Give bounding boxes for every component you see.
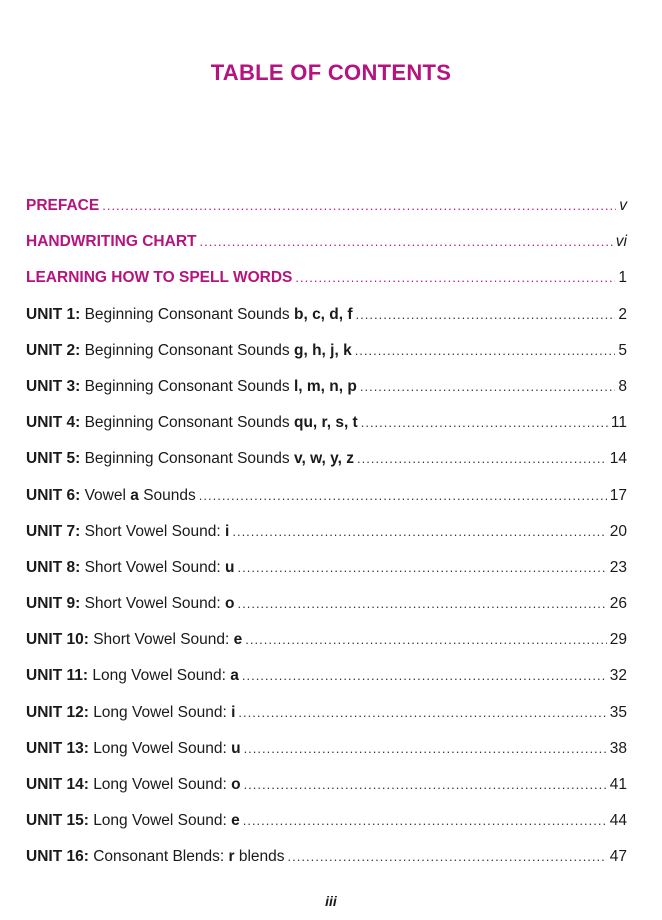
toc-page-number: 32	[609, 667, 627, 685]
unit-topic: Short Vowel Sound:	[84, 522, 221, 540]
unit-number: UNIT 15:	[26, 812, 89, 830]
toc-entry-label: HANDWRITING CHART	[26, 233, 197, 251]
toc-entry-label	[26, 812, 240, 830]
toc-page-number: 23	[609, 558, 627, 576]
unit-topic: Long Vowel Sound:	[93, 776, 227, 793]
unit-number: UNIT 7:	[26, 522, 81, 540]
unit-number: UNIT 1:	[26, 305, 81, 323]
unit-letters: i	[225, 522, 230, 540]
unit-topic: Long Vowel Sound:	[92, 667, 226, 685]
dot-leader	[295, 270, 615, 285]
unit-number: UNIT 13:	[26, 739, 89, 757]
unit-topic: Beginning Consonant Sounds	[84, 377, 290, 395]
page-folio: iii	[325, 893, 337, 909]
unit-letters: l, m, n, p	[293, 377, 357, 395]
unit-letters: g, h, j, k	[293, 341, 352, 359]
unit-number: UNIT 5:	[26, 450, 81, 468]
toc-page-number: 20	[609, 522, 627, 540]
unit-topic-suffix: Sounds	[143, 486, 196, 504]
unit-number: UNIT 4:	[26, 414, 81, 432]
unit-number: UNIT 8:	[26, 558, 81, 576]
unit-number: UNIT 9:	[26, 595, 81, 613]
unit-topic-suffix: blends	[238, 848, 285, 866]
dot-leader	[232, 524, 606, 539]
unit-number: UNIT 14:	[26, 776, 89, 793]
dot-leader	[361, 415, 608, 430]
toc-entry-label	[26, 631, 242, 649]
toc-page-number: 44	[609, 812, 627, 830]
unit-letters: u	[225, 558, 235, 576]
toc-entry-unit-13[interactable]	[26, 740, 627, 776]
toc-page-number: 11	[610, 414, 627, 432]
toc-entry-unit-6[interactable]	[26, 487, 627, 523]
toc-entry-label	[26, 414, 358, 432]
toc-entry-handwriting-chart[interactable]	[26, 233, 627, 269]
dot-leader	[355, 343, 616, 358]
dot-leader	[243, 813, 607, 828]
dot-leader	[360, 379, 616, 394]
page-title: TABLE OF CONTENTS	[210, 60, 452, 85]
unit-letters: a	[130, 486, 139, 504]
unit-number: UNIT 11:	[26, 667, 89, 685]
toc-entry-preface[interactable]	[26, 197, 627, 233]
toc-entry-label	[26, 704, 235, 722]
unit-topic: Beginning Consonant Sounds	[84, 341, 290, 359]
toc-entry-label	[26, 559, 235, 577]
toc-entry-label: PREFACE	[26, 197, 100, 214]
unit-number: UNIT 6:	[26, 486, 81, 504]
toc-page-number: 35	[609, 703, 627, 721]
dot-leader	[102, 198, 616, 213]
unit-number: UNIT 12:	[26, 703, 89, 721]
unit-letters: v, w, y, z	[293, 450, 354, 468]
dot-leader	[199, 234, 612, 249]
toc-page-number: 2	[618, 305, 627, 323]
unit-letters: e	[231, 812, 240, 830]
unit-number: UNIT 3:	[26, 377, 81, 395]
dot-leader	[288, 849, 607, 864]
dot-leader	[356, 307, 616, 322]
toc-entry-label	[26, 378, 357, 396]
unit-number: UNIT 10:	[26, 631, 89, 649]
toc-entry-unit-5[interactable]	[26, 450, 627, 486]
unit-letters: b, c, d, f	[293, 305, 353, 323]
toc-entry-label	[26, 740, 241, 758]
unit-topic: Vowel	[84, 486, 126, 504]
unit-topic: Beginning Consonant Sounds	[84, 414, 290, 432]
dot-leader	[238, 596, 607, 611]
toc-entry-unit-12[interactable]	[26, 704, 627, 740]
unit-topic: Beginning Consonant Sounds	[84, 305, 290, 323]
unit-number: UNIT 16:	[26, 848, 89, 866]
toc-page-number: 1	[618, 269, 627, 287]
unit-letters: e	[233, 631, 243, 649]
unit-letters: r	[228, 848, 235, 866]
toc-page-number: 38	[609, 739, 627, 757]
toc-page-number: 17	[609, 486, 627, 504]
dot-leader	[238, 705, 606, 720]
unit-letters: u	[231, 739, 241, 757]
unit-topic: Beginning Consonant Sounds	[84, 450, 290, 468]
unit-topic: Short Vowel Sound:	[84, 595, 221, 613]
toc-page-number: 5	[618, 341, 627, 359]
toc-entry-label	[26, 848, 285, 866]
dot-leader	[357, 451, 607, 466]
dot-leader	[242, 668, 607, 683]
toc-entry-label	[26, 523, 229, 541]
dot-leader	[244, 777, 607, 792]
toc-entry-unit-14[interactable]	[26, 776, 627, 812]
unit-topic: Short Vowel Sound:	[84, 558, 221, 576]
toc-entry-unit-2[interactable]	[26, 342, 627, 378]
toc-entry-label: LEARNING HOW TO SPELL WORDS	[26, 269, 293, 287]
toc-page-number: 47	[609, 848, 627, 866]
unit-topic: Long Vowel Sound:	[93, 812, 227, 830]
toc-page-number: 14	[609, 450, 627, 468]
unit-letters: o	[231, 776, 241, 793]
unit-letters: o	[225, 595, 235, 613]
unit-letters: i	[231, 703, 236, 721]
toc-entry-learning-how-to-spell[interactable]	[26, 269, 627, 305]
dot-leader	[244, 741, 607, 756]
toc-entry-unit-16[interactable]	[26, 848, 627, 884]
toc-page-number: 29	[609, 631, 627, 649]
table-of-contents	[26, 197, 627, 885]
toc-entry-unit-1[interactable]	[26, 306, 627, 342]
toc-entry-label	[26, 595, 235, 613]
toc-page-number: 26	[609, 595, 627, 613]
toc-entry-unit-4[interactable]	[26, 414, 627, 450]
unit-topic: Long Vowel Sound:	[93, 703, 227, 721]
toc-entry-unit-3[interactable]	[26, 378, 627, 414]
dot-leader	[238, 560, 607, 575]
unit-letters: qu, r, s, t	[293, 414, 358, 432]
toc-page-number: vi	[615, 233, 627, 251]
unit-number: UNIT 2:	[26, 341, 81, 359]
dot-leader	[245, 632, 606, 647]
toc-page-number: 41	[609, 776, 627, 793]
unit-letters: a	[230, 667, 239, 685]
unit-topic: Short Vowel Sound:	[93, 631, 230, 649]
toc-entry-unit-9[interactable]	[26, 595, 627, 631]
unit-topic: Long Vowel Sound:	[93, 739, 227, 757]
toc-page-number: v	[619, 197, 627, 214]
toc-entry-label	[26, 450, 354, 468]
toc-entry-unit-10[interactable]	[26, 631, 627, 667]
toc-entry-label	[26, 306, 353, 324]
toc-entry-unit-15[interactable]	[26, 812, 627, 848]
toc-entry-label	[26, 776, 241, 794]
dot-leader	[199, 488, 607, 503]
toc-entry-unit-7[interactable]	[26, 523, 627, 559]
toc-entry-unit-11[interactable]	[26, 667, 627, 703]
toc-entry-label	[26, 342, 352, 360]
toc-entry-label	[26, 487, 196, 505]
unit-topic: Consonant Blends:	[93, 848, 225, 866]
toc-page-number: 8	[618, 377, 627, 395]
toc-entry-unit-8[interactable]	[26, 559, 627, 595]
toc-entry-label	[26, 667, 239, 685]
